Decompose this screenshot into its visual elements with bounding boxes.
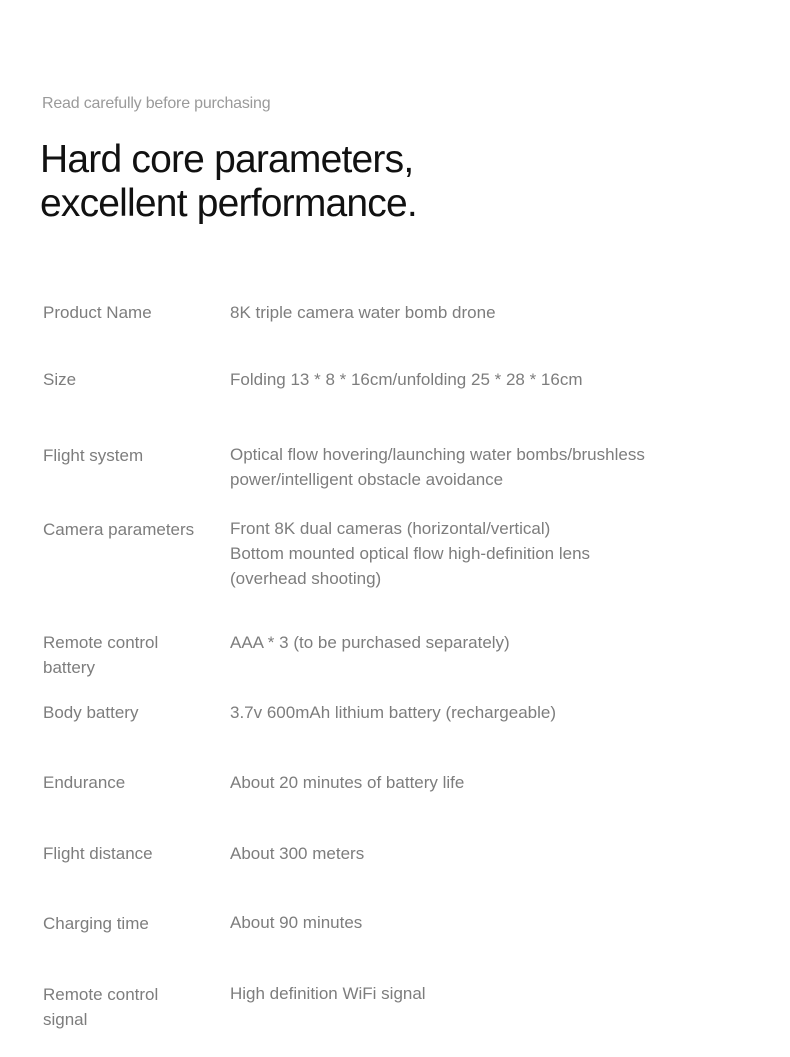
spec-value-line: About 20 minutes of battery life [230, 773, 465, 792]
spec-value [230, 841, 750, 866]
spec-value [230, 700, 750, 725]
spec-value-line: Optical flow hovering/launching water bombs/brushless [230, 445, 645, 464]
spec-label: Camera parameters [43, 520, 195, 539]
spec-label: Flight system [43, 446, 144, 465]
page-title [40, 138, 417, 226]
spec-value [230, 981, 750, 1006]
spec-value-line: 3.7v 600mAh lithium battery (rechargeable) [230, 703, 556, 722]
spec-label: Charging time [43, 914, 149, 933]
spec-value-line: Front 8K dual cameras (horizontal/vertical) [230, 519, 551, 538]
spec-label: Size [43, 370, 77, 389]
spec-value-line: AAA * 3 (to be purchased separately) [230, 633, 510, 652]
spec-label: Remote control signal [43, 985, 159, 1029]
spec-value [230, 516, 750, 591]
spec-value [230, 910, 750, 935]
spec-label: Body battery [43, 703, 139, 722]
spec-value-line: About 90 minutes [230, 913, 363, 932]
spec-value-line: power/intelligent obstacle avoidance [230, 470, 504, 489]
spec-label: Flight distance [43, 844, 153, 863]
spec-value-line: About 300 meters [230, 844, 365, 863]
page-title-line-2: excellent performance. [40, 182, 417, 225]
spec-value-line: (overhead shooting) [230, 569, 382, 588]
page-subtitle: Read carefully before purchasing [42, 95, 271, 112]
spec-value-line: Bottom mounted optical flow high-definition lens [230, 544, 591, 563]
spec-value-line: 8K triple camera water bomb drone [230, 303, 496, 322]
spec-value [230, 300, 750, 325]
spec-value [230, 442, 750, 492]
spec-value [230, 630, 750, 655]
page-title-line-1: Hard core parameters, [40, 138, 414, 181]
spec-label: Endurance [43, 773, 126, 792]
spec-value-line: High definition WiFi signal [230, 984, 426, 1003]
spec-value [230, 367, 750, 392]
spec-value-line: Folding 13 * 8 * 16cm/unfolding 25 * 28 * 16cm [230, 370, 583, 389]
spec-value [230, 770, 750, 795]
spec-label: Remote control battery [43, 633, 159, 677]
spec-label: Product Name [43, 303, 152, 322]
